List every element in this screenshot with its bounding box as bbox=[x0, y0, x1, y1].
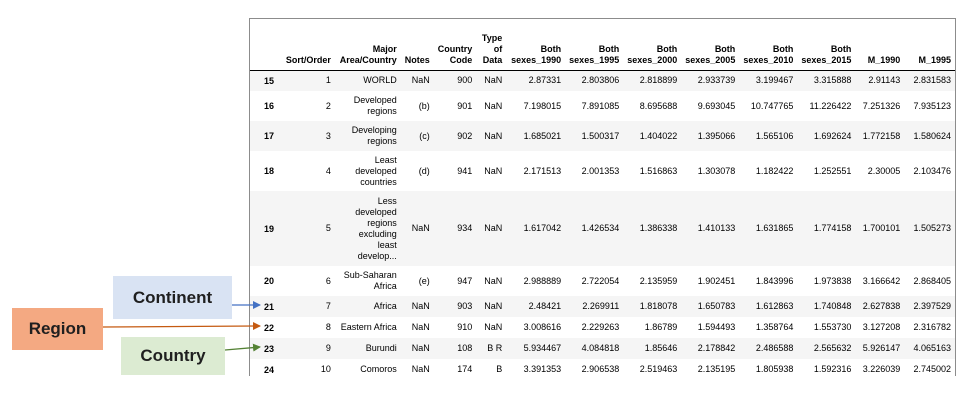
cell-major-area: Developed regions bbox=[353, 95, 397, 116]
cell-both-1995: 2.722054 bbox=[581, 275, 620, 286]
cell-both-1990: 2.87331 bbox=[528, 75, 562, 86]
cell-type-of-data: NaN bbox=[484, 322, 503, 332]
col-header-m-1990: M_1990 bbox=[855, 19, 904, 70]
cell-both-2000: 1.86789 bbox=[644, 322, 678, 332]
cell-both-2000: 2.519463 bbox=[639, 364, 678, 374]
cell-both-2005: 2.178842 bbox=[697, 343, 736, 353]
cell-sort-order: 8 bbox=[325, 322, 331, 332]
cell-both-2010: 1.612863 bbox=[755, 301, 794, 311]
cell-country-code: 900 bbox=[457, 75, 473, 86]
cell-country-code: 901 bbox=[457, 100, 473, 111]
cell-both-1990: 2.171513 bbox=[523, 165, 562, 176]
cell-both-2000: 1.516863 bbox=[639, 165, 678, 176]
cell-both-1995: 7.891085 bbox=[581, 100, 620, 111]
cell-country-code: 941 bbox=[457, 165, 473, 176]
cell-notes: NaN bbox=[411, 223, 430, 233]
region-label: Region bbox=[12, 308, 103, 350]
cell-both-1990: 7.198015 bbox=[523, 100, 562, 111]
cell-both-2010: 10.747765 bbox=[750, 100, 794, 111]
row-index: 22 bbox=[264, 322, 275, 333]
cell-notes: (d) bbox=[418, 165, 430, 176]
col-header-country-code: Country Code bbox=[434, 19, 477, 70]
row-index: 20 bbox=[264, 276, 275, 286]
cell-m-1990: 5.926147 bbox=[862, 343, 901, 353]
cell-both-1990: 3.008616 bbox=[523, 322, 562, 332]
cell-notes: NaN bbox=[411, 343, 430, 353]
cell-both-2015: 1.740848 bbox=[813, 301, 852, 311]
cell-m-1990: 1.772158 bbox=[862, 130, 901, 141]
cell-notes: NaN bbox=[411, 364, 430, 374]
cell-both-2005: 9.693045 bbox=[697, 100, 736, 111]
cell-both-2000: 2.818899 bbox=[639, 75, 678, 86]
cell-m-1995: 2.831583 bbox=[913, 75, 951, 86]
cell-sort-order: 6 bbox=[325, 275, 331, 286]
col-header-sort-order: Sort/Order bbox=[282, 19, 335, 70]
row-index: 24 bbox=[264, 364, 275, 375]
cell-both-2010: 1.182422 bbox=[755, 165, 794, 176]
cell-both-2000: 8.695688 bbox=[639, 100, 678, 111]
cell-both-2005: 1.902451 bbox=[697, 275, 736, 286]
cell-both-2000: 1.404022 bbox=[639, 130, 678, 141]
cell-both-2010: 1.843996 bbox=[755, 275, 794, 286]
cell-both-1995: 2.906538 bbox=[581, 364, 620, 374]
cell-both-2005: 1.395066 bbox=[697, 130, 736, 141]
cell-country-code: 174 bbox=[457, 364, 473, 374]
cell-both-2005: 1.650783 bbox=[697, 301, 736, 311]
cell-major-area: WORLD bbox=[363, 75, 397, 86]
cell-both-2015: 1.774158 bbox=[813, 223, 852, 233]
cell-both-2015: 1.692624 bbox=[813, 130, 852, 141]
cell-major-area: Less developed regions excluding least develop... bbox=[355, 195, 397, 261]
cell-both-2005: 2.933739 bbox=[697, 75, 736, 86]
cell-m-1995: 2.868405 bbox=[913, 275, 951, 286]
cell-both-2000: 2.135959 bbox=[639, 275, 678, 286]
cell-both-2005: 2.135195 bbox=[697, 364, 736, 374]
cell-country-code: 934 bbox=[457, 223, 473, 233]
cell-both-1995: 2.001353 bbox=[581, 165, 620, 176]
row-index: 18 bbox=[264, 166, 275, 176]
country-label: Country bbox=[121, 337, 225, 375]
cell-sort-order: 1 bbox=[325, 75, 331, 86]
cell-country-code: 947 bbox=[457, 275, 473, 286]
col-header-m-1995: M_1995 bbox=[904, 19, 955, 70]
cell-both-2010: 3.199467 bbox=[755, 75, 794, 86]
row-index: 15 bbox=[264, 75, 275, 86]
cell-country-code: 108 bbox=[457, 343, 473, 353]
cell-both-2015: 1.553730 bbox=[813, 322, 852, 332]
cell-both-1995: 2.803806 bbox=[581, 75, 620, 86]
cell-country-code: 903 bbox=[457, 301, 473, 311]
cell-m-1995: 1.580624 bbox=[913, 130, 951, 141]
cell-type-of-data: NaN bbox=[484, 165, 503, 176]
cell-both-2015: 3.315888 bbox=[813, 75, 852, 86]
cell-m-1995: 4.065163 bbox=[913, 343, 951, 353]
cell-both-2000: 1.818078 bbox=[639, 301, 678, 311]
cell-both-2010: 1.565106 bbox=[755, 130, 794, 141]
cell-type-of-data: B bbox=[496, 364, 503, 374]
cell-both-2015: 1.252551 bbox=[813, 165, 852, 176]
cell-both-2015: 1.592316 bbox=[813, 364, 852, 374]
row-index: 17 bbox=[264, 131, 275, 141]
cell-both-2015: 11.226422 bbox=[809, 100, 852, 111]
cell-type-of-data: NaN bbox=[484, 301, 503, 311]
col-header-both-1995: Both sexes_1995 bbox=[565, 19, 623, 70]
cell-major-area: Developing regions bbox=[351, 125, 397, 146]
cell-both-1990: 5.934467 bbox=[523, 343, 562, 353]
cell-country-code: 910 bbox=[457, 322, 473, 332]
cell-type-of-data: NaN bbox=[484, 223, 503, 233]
cell-both-1995: 2.229263 bbox=[581, 322, 620, 332]
cell-m-1990: 3.127208 bbox=[862, 322, 901, 332]
cell-notes: (b) bbox=[418, 100, 430, 111]
cell-both-2005: 1.303078 bbox=[697, 165, 736, 176]
cell-both-2010: 1.631865 bbox=[755, 223, 794, 233]
cell-m-1995: 2.397529 bbox=[913, 301, 951, 311]
cell-type-of-data: NaN bbox=[484, 100, 503, 111]
cell-both-2000: 1.85646 bbox=[644, 343, 678, 353]
cell-major-area: Burundi bbox=[365, 343, 397, 353]
cell-type-of-data: NaN bbox=[484, 75, 503, 86]
cell-major-area: Africa bbox=[373, 301, 397, 311]
col-header-major-area: Major Area/Country bbox=[335, 19, 401, 70]
row-index: 23 bbox=[264, 343, 275, 354]
col-header-both-2010: Both sexes_2010 bbox=[739, 19, 797, 70]
col-header-type-of-data: Type of Data bbox=[476, 19, 506, 70]
cell-notes: NaN bbox=[411, 75, 430, 86]
cell-notes: NaN bbox=[411, 322, 430, 332]
cell-sort-order: 9 bbox=[325, 343, 331, 353]
continent-label: Continent bbox=[113, 276, 232, 319]
col-header-both-2005: Both sexes_2005 bbox=[681, 19, 739, 70]
cell-both-2000: 1.386338 bbox=[639, 223, 678, 233]
cell-notes: (e) bbox=[418, 275, 430, 286]
row-index: 21 bbox=[264, 301, 275, 312]
cell-m-1990: 3.166642 bbox=[862, 275, 901, 286]
cell-sort-order: 3 bbox=[325, 130, 331, 141]
region-arrow bbox=[103, 326, 260, 327]
cell-both-2010: 2.486588 bbox=[755, 343, 794, 353]
cell-both-2015: 2.565632 bbox=[813, 343, 852, 353]
cell-major-area: Least developed countries bbox=[355, 154, 397, 187]
col-header-both-2015: Both sexes_2015 bbox=[797, 19, 855, 70]
cell-country-code: 902 bbox=[457, 130, 473, 141]
cell-both-1995: 4.084818 bbox=[581, 343, 620, 353]
cell-both-1990: 1.617042 bbox=[523, 223, 562, 233]
cell-both-1990: 1.685021 bbox=[523, 130, 562, 141]
cell-both-1990: 2.48421 bbox=[528, 301, 562, 311]
cell-m-1990: 2.30005 bbox=[867, 165, 901, 176]
row-index: 19 bbox=[264, 223, 275, 234]
cell-m-1990: 7.251326 bbox=[862, 100, 901, 111]
cell-type-of-data: NaN bbox=[484, 275, 503, 286]
cell-both-1995: 1.426534 bbox=[581, 223, 620, 233]
cell-both-2005: 1.594493 bbox=[697, 322, 736, 332]
cell-m-1990: 1.700101 bbox=[862, 223, 901, 233]
cell-both-1995: 1.500317 bbox=[581, 130, 620, 141]
cell-both-2010: 1.805938 bbox=[755, 364, 794, 374]
cell-m-1995: 2.316782 bbox=[913, 322, 951, 332]
cell-major-area: Comoros bbox=[360, 364, 397, 374]
cell-sort-order: 5 bbox=[325, 223, 331, 233]
cell-both-2010: 1.358764 bbox=[755, 322, 794, 332]
col-header-both-1990: Both sexes_1990 bbox=[506, 19, 565, 70]
cell-type-of-data: NaN bbox=[484, 130, 503, 141]
row-index: 16 bbox=[264, 101, 275, 111]
cell-m-1990: 3.226039 bbox=[862, 364, 901, 374]
cell-notes: (c) bbox=[419, 130, 430, 141]
cell-m-1995: 7.935123 bbox=[913, 100, 951, 111]
cell-m-1995: 2.745002 bbox=[913, 364, 951, 374]
cell-both-1990: 3.391353 bbox=[523, 364, 562, 374]
cell-major-area: Sub-Saharan Africa bbox=[343, 270, 397, 291]
cell-m-1990: 2.627838 bbox=[862, 301, 901, 311]
cell-m-1995: 1.505273 bbox=[913, 223, 951, 233]
cell-m-1990: 2.91143 bbox=[868, 75, 901, 86]
cell-both-2015: 1.973838 bbox=[813, 275, 852, 286]
col-header-both-2000: Both sexes_2000 bbox=[623, 19, 681, 70]
cell-type-of-data: B R bbox=[487, 343, 503, 353]
cell-sort-order: 10 bbox=[320, 364, 331, 374]
cell-both-1995: 2.269911 bbox=[582, 301, 620, 311]
cell-sort-order: 7 bbox=[325, 301, 331, 311]
cell-notes: NaN bbox=[411, 301, 430, 311]
country-arrow bbox=[225, 347, 260, 350]
cell-sort-order: 4 bbox=[325, 165, 331, 176]
cell-major-area: Eastern Africa bbox=[340, 322, 397, 332]
col-header-notes: Notes bbox=[401, 19, 434, 70]
cell-both-1990: 2.988889 bbox=[523, 275, 562, 286]
cell-m-1995: 2.103476 bbox=[913, 165, 951, 176]
cell-both-2005: 1.410133 bbox=[697, 223, 736, 233]
cell-sort-order: 2 bbox=[325, 100, 331, 111]
